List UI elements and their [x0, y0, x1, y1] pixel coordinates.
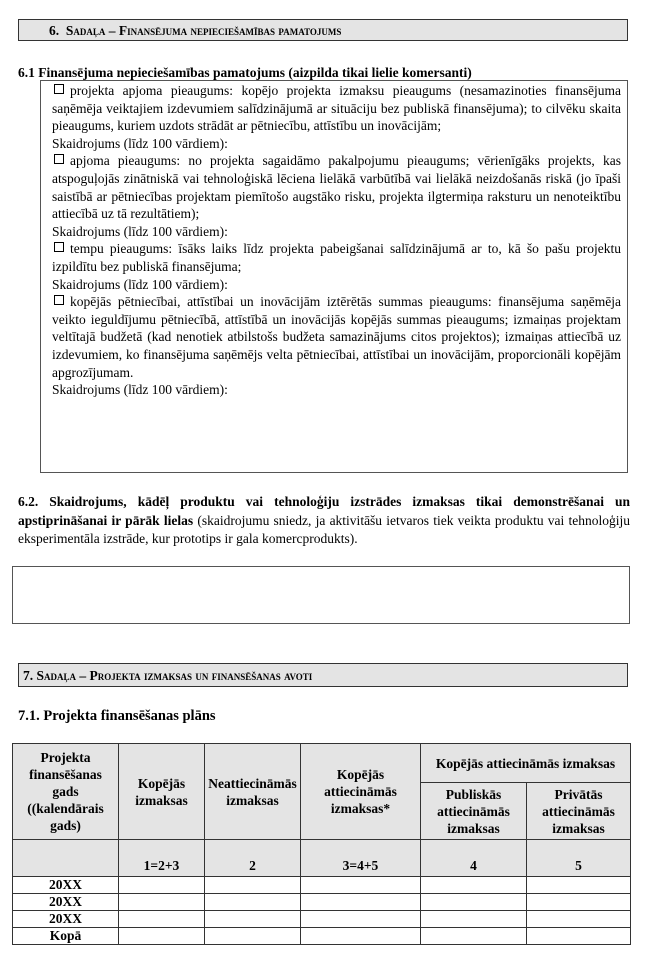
table-cell[interactable]	[301, 911, 421, 928]
option-scope-increase	[52, 152, 621, 222]
header-total-costs: Kopējās izmaksas	[119, 744, 205, 840]
table-cell[interactable]	[421, 911, 527, 928]
subsection-6-2-text	[18, 493, 630, 549]
section-7-number: 7.	[23, 668, 34, 683]
num-cell-private: 5	[527, 840, 631, 877]
row-year-label: 20XX	[13, 877, 119, 894]
table-cell[interactable]	[527, 911, 631, 928]
table-cell[interactable]	[301, 928, 421, 945]
section-7-title: Projekta izmaksas un finansēšanas avoti	[89, 668, 313, 683]
table-cell[interactable]	[205, 928, 301, 945]
explanation-label: Skaidrojums (līdz 100 vārdiem):	[52, 135, 228, 151]
option-text: kopējās pētniecībai, attīstībai un inovācijām iztērētās summas pieaugums: finansējuma saņēmēja veikto ieguldījumu pētniecībā, attīstībā un inovācijās kopējās summas pieaugums; izmaiņas projektam veltītajā budžetā (kad nenotiek atbilstošs budžeta samazinājums citos projektos); izmaiņas attiecībā uz izdevumiem, ko finansējuma saņēmējs velta pētniecībai, attīstībai un inovācijām, proporcionāli kopējām apgrozījumam.	[52, 294, 621, 380]
checkbox-scale-increase[interactable]	[54, 84, 64, 94]
header-eligible-total: Kopējās attiecināmās izmaksas*	[301, 744, 421, 840]
subsection-6-1-title: 6.1 Finansējuma nepieciešamības pamatojums (aizpilda tikai lielie komersanti)	[18, 65, 472, 80]
option-text: apjoma pieaugums: no projekta sagaidāmo pakalpojumu pieaugums; vērienīgāks projekts, kas atspoguļojās zinātniskā vai tehnoloģiskā lēciena lielākā varbūtībā vai lielākā neizdošanās riskā (jo īpaši saistībā ar pētniecības projektam piemītošo augstāko risku, projekta ilgtermiņa raksturu un nenoteiktību attiecībā uz tā rezultātiem);	[52, 153, 621, 222]
table-cell[interactable]	[119, 928, 205, 945]
header-ineligible-costs: Neattiecināmās izmaksas	[205, 744, 301, 840]
table-cell[interactable]	[301, 894, 421, 911]
option-text: tempu pieaugums: īsāks laiks līdz projekta pabeigšanai salīdzinājumā ar to, kā šo pašu projektu izpildītu bez publiskā finansējuma;	[52, 241, 621, 274]
subsection-7-1-title: 7.1. Projekta finansēšanas plāns	[18, 708, 216, 724]
column-number-row	[13, 840, 631, 877]
num-cell-total: 1=2+3	[119, 840, 205, 877]
table-row	[13, 911, 631, 928]
table-cell[interactable]	[205, 894, 301, 911]
explanation-label: Skaidrojums (līdz 100 vārdiem):	[52, 382, 228, 398]
checkbox-scope-increase[interactable]	[54, 154, 64, 164]
subsection-6-2-title: 6.2. Skaidrojums, kādēļ produktu vai tehnoloģiju izstrādes izmaksas tikai demonstrēšanai un apstiprināšanai ir pārāk lielas	[18, 494, 630, 528]
table-cell[interactable]	[119, 877, 205, 894]
section-6-title-prefix: Sadaļa –	[65, 23, 119, 38]
explanation-label: Skaidrojums (līdz 100 vārdiem):	[52, 276, 228, 292]
table-row	[13, 877, 631, 894]
option-text: projekta apjoma pieaugums: kopējo projekta izmaksu pieaugums (nesamazinoties finansējuma saņēmēja veiktajiem izdevumiem salīdzinājumā ar situāciju bez publiskā finansējuma); to cilvēku skaita pieaugums, kuriem uzdots strādāt ar pētniecību, attīstību un inovācijām;	[52, 83, 621, 134]
table-cell[interactable]	[421, 877, 527, 894]
option-scale-increase	[52, 82, 621, 135]
section-6-title: Finansējuma nepieciešamības pamatojums	[118, 23, 342, 38]
table-cell[interactable]	[527, 877, 631, 894]
header-private-eligible: Privātās attiecināmās izmaksas	[527, 783, 631, 840]
table-cell[interactable]	[119, 894, 205, 911]
table-cell[interactable]	[119, 911, 205, 928]
justification-box	[40, 80, 628, 473]
section-7-title-prefix: Sadaļa –	[36, 668, 90, 683]
explanation-label: Skaidrojums (līdz 100 vārdiem):	[52, 223, 228, 239]
option-spending-increase	[52, 293, 621, 381]
section-7-header	[18, 663, 628, 687]
num-cell-public: 4	[421, 840, 527, 877]
table-cell[interactable]	[205, 877, 301, 894]
row-year-label: 20XX	[13, 911, 119, 928]
checkbox-speed-increase[interactable]	[54, 242, 64, 252]
header-public-eligible: Publiskās attiecināmās izmaksas	[421, 783, 527, 840]
table-cell[interactable]	[421, 928, 527, 945]
table-cell[interactable]	[421, 894, 527, 911]
table-cell[interactable]	[205, 911, 301, 928]
checkbox-spending-increase[interactable]	[54, 295, 64, 305]
explanation-input-box[interactable]	[12, 566, 630, 624]
table-cell[interactable]	[527, 928, 631, 945]
subsection-6-2-note: (skaidrojumu sniedz, ja aktivitāšu ietvaros tiek veikta produktu vai tehnoloģiju eksperimentāla izstrāde, kur prototips ir gala komercprodukts).	[18, 512, 630, 546]
num-cell-eligible: 3=4+5	[301, 840, 421, 877]
section-6-number: 6.	[49, 23, 60, 38]
header-eligible-group: Kopējās attiecināmās izmaksas	[421, 744, 631, 783]
num-cell-ineligible: 2	[205, 840, 301, 877]
section-6-header	[18, 19, 628, 41]
row-year-label: 20XX	[13, 894, 119, 911]
option-speed-increase	[52, 240, 621, 275]
financing-plan-table	[12, 743, 631, 945]
table-cell[interactable]	[301, 877, 421, 894]
num-cell-empty	[13, 840, 119, 877]
table-cell[interactable]	[527, 894, 631, 911]
header-year: Projekta finansēšanas gads ((kalendārais gads)	[13, 744, 119, 840]
table-row	[13, 894, 631, 911]
table-row-total	[13, 928, 631, 945]
row-total-label: Kopā	[13, 928, 119, 945]
